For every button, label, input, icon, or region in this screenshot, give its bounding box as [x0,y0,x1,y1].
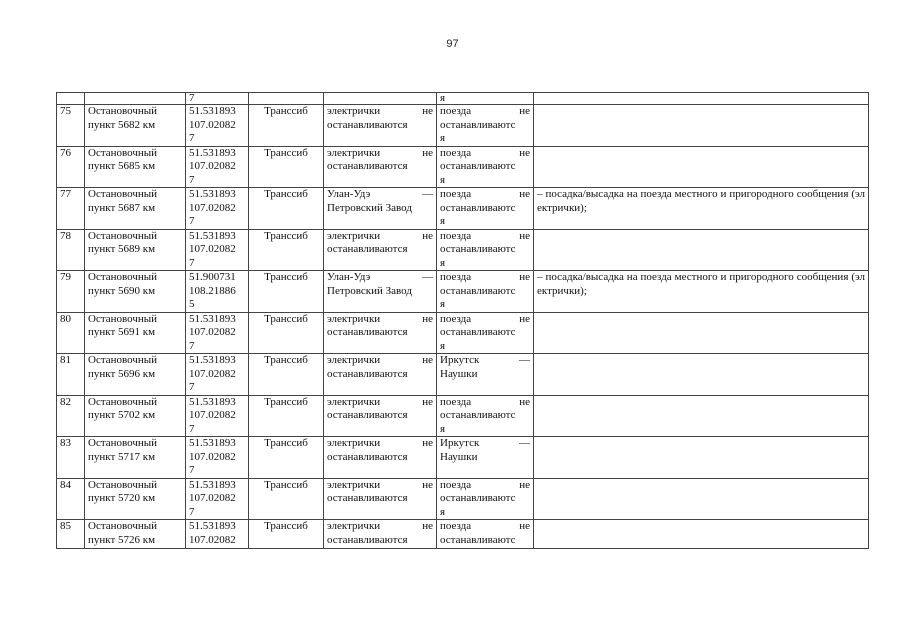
coords-line: 7 [189,505,195,518]
cell-number [57,93,85,105]
trains-line: останавливаютс [440,533,516,546]
cell-name [85,354,186,396]
cell-note [534,229,869,271]
name-line: пункт 5702 км [88,409,156,421]
coords-line: 107.02082 [189,243,236,255]
cell-note [534,93,869,105]
table-row [57,437,869,479]
cell-trains [437,146,534,188]
cell-note [534,520,869,549]
cell-note: – посадка/высадка на поезда местного и пригородного сообщения (электрички); [534,271,869,313]
cell-note [534,354,869,396]
trains-line: я [440,505,446,518]
cell-trains [437,105,534,147]
table-row [57,312,869,354]
name-line: пункт 5689 км [88,243,156,255]
coords-line: 107.02082 [189,367,236,380]
cell-coordinates [186,93,249,105]
suburban-line: останавливаются [327,118,408,131]
cell-suburban [324,271,437,313]
trains-line: я [440,256,446,269]
coords-line: 51.531893 [189,354,236,366]
suburban-line: электрички не [327,105,433,117]
coords-line: 51.531893 [189,146,236,159]
cell-coordinates [186,395,249,437]
table-row [57,271,869,313]
suburban-line: электрички не [327,478,433,491]
cell-note [534,312,869,354]
suburban-line: останавливаются [327,450,408,463]
suburban-line: Улан-Удэ — [327,271,433,283]
table-row [57,188,869,230]
coords-line: 51.531893 [189,520,236,532]
cell-name [85,93,186,105]
suburban-line: останавливаются [327,326,408,338]
cell-name [85,188,186,230]
trains-line: поезда не [440,520,530,532]
name-line: Остановочный [88,312,158,325]
cell-trains [437,395,534,437]
cell-suburban [324,229,437,271]
trains-line: останавливаютс [440,492,516,504]
cell-suburban [324,395,437,437]
cell-number: 81 [57,354,85,396]
trains-line: я [440,339,446,352]
cell-line: Транссиб [249,229,324,271]
coords-line: 7 [189,339,195,352]
cell-note: – посадка/высадка на поезда местного и пригородного сообщения (электрички); [534,188,869,230]
coords-line: 7 [189,256,195,269]
cell-coordinates [186,478,249,520]
suburban-line: электрички не [327,520,433,532]
cell-note [534,146,869,188]
suburban-line: электрички не [327,312,433,325]
cell-line [249,93,324,105]
name-line: пункт 5682 км [88,118,156,131]
cell-number: 78 [57,229,85,271]
cell-line: Транссиб [249,105,324,147]
coords-line: 51.531893 [189,105,236,117]
table-row [57,105,869,147]
cell-coordinates [186,312,249,354]
name-line: пункт 5726 км [88,533,156,546]
cell-name [85,395,186,437]
coords-line: 51.531893 [189,437,236,449]
coords-line: 107.02082 [189,492,236,504]
coords-line: 51.531893 [189,188,236,200]
cell-suburban [324,478,437,520]
name-line: Остановочный [88,437,158,449]
cell-line: Транссиб [249,271,324,313]
coords-line: 51.531893 [189,229,236,242]
cell-number: 79 [57,271,85,313]
name-line: Остановочный [88,395,158,408]
cell-trains [437,188,534,230]
cell-name [85,271,186,313]
cell-trains [437,437,534,479]
cell-note [534,437,869,479]
trains-line: поезда не [440,271,530,283]
cell-number: 82 [57,395,85,437]
cell-coordinates [186,437,249,479]
cell-coordinates [186,229,249,271]
trains-line: Иркутск — [440,437,530,449]
coords-line: 51.900731 [189,271,236,283]
name-line: пункт 5690 км [88,284,156,297]
coords-line: 107.02082 [189,409,236,421]
cell-number: 76 [57,146,85,188]
cell-trains [437,93,534,105]
table-row [57,478,869,520]
suburban-line: электрички не [327,354,433,366]
trains-line: поезда не [440,105,530,117]
cell-coordinates [186,188,249,230]
name-line: Остановочный [88,520,158,532]
trains-line: останавливаютс [440,284,516,297]
trains-line: останавливаютс [440,326,516,338]
trains-line: останавливаютс [440,409,516,421]
coords-line: 7 [189,381,195,393]
cell-number: 85 [57,520,85,549]
cell-name [85,520,186,549]
coords-line: 107.02082 [189,450,236,463]
trains-line: Наушки [440,450,478,463]
cell-coordinates [186,520,249,549]
cell-number: 83 [57,437,85,479]
trains-line: я [440,298,446,310]
cell-note [534,395,869,437]
cell-name [85,229,186,271]
cell-number: 75 [57,105,85,147]
name-line: Остановочный [88,271,158,283]
cell-suburban [324,354,437,396]
trains-line: поезда не [440,229,530,242]
coords-line: 7 [189,464,195,476]
name-line: Остановочный [88,188,158,200]
trains-line: останавливаютс [440,160,516,172]
name-line: Остановочный [88,354,158,366]
coords-line: 7 [189,215,195,227]
table-row [57,520,869,549]
trains-line: я [440,215,446,227]
coords-line: 107.02082 [189,201,236,214]
suburban-line: останавливаются [327,409,408,421]
table-row [57,354,869,396]
cell-line: Транссиб [249,312,324,354]
suburban-line: электрички не [327,146,433,159]
trains-line: Иркутск — [440,354,530,366]
name-line: Остановочный [88,478,158,491]
cell-suburban [324,105,437,147]
cell-line: Транссиб [249,520,324,549]
cell-number: 84 [57,478,85,520]
coords-line: 7 [189,173,195,186]
suburban-line: Улан-Удэ — [327,188,433,200]
trains-line: поезда не [440,478,530,491]
cell-line: Транссиб [249,146,324,188]
cell-trains [437,478,534,520]
name-line: Остановочный [88,146,158,159]
name-line: пункт 5685 км [88,160,156,172]
coords-line: 107.02082 [189,160,236,172]
coords-line: 51.531893 [189,478,236,491]
name-line: пункт 5717 км [88,450,156,463]
cell-suburban [324,146,437,188]
cell-name [85,146,186,188]
coords-line: 107.02082 [189,533,236,546]
cell-number: 77 [57,188,85,230]
coords-line: 51.531893 [189,312,236,325]
cell-line: Транссиб [249,437,324,479]
cell-name [85,478,186,520]
suburban-line: Петровский Завод [327,201,412,214]
suburban-line: останавливаются [327,367,408,380]
trains-tail: я [440,92,446,104]
trains-line: поезда не [440,146,530,159]
coords-line: 107.02082 [189,118,236,131]
trains-line: поезда не [440,312,530,325]
cell-line: Транссиб [249,395,324,437]
cell-coordinates [186,105,249,147]
coords-line: 7 [189,422,195,435]
coord-tail: 7 [189,92,195,104]
coords-line: 51.531893 [189,395,236,408]
trains-line: поезда не [440,395,530,408]
suburban-line: электрички не [327,229,433,242]
suburban-line: останавливаются [327,492,408,504]
suburban-line: останавливаются [327,533,408,546]
suburban-line: Петровский Завод [327,284,412,297]
cell-number: 80 [57,312,85,354]
name-line: пункт 5687 км [88,201,156,214]
trains-line: я [440,132,446,144]
cell-name [85,312,186,354]
cell-suburban [324,188,437,230]
trains-line: Наушки [440,367,478,380]
suburban-line: электрички не [327,395,433,408]
table-row [57,395,869,437]
cell-suburban [324,520,437,549]
trains-line: поезда не [440,188,530,200]
cell-trains [437,354,534,396]
suburban-line: останавливаются [327,243,408,255]
cell-note [534,105,869,147]
name-line: Остановочный [88,229,158,242]
name-line: пункт 5691 км [88,326,156,338]
trains-line: останавливаютс [440,201,516,214]
cell-line: Транссиб [249,354,324,396]
coords-line: 108.21886 [189,284,236,297]
page-number: 97 [446,38,459,50]
table-row-continued [57,93,869,105]
name-line: Остановочный [88,105,158,117]
stops-table [56,92,869,549]
trains-line: я [440,422,446,435]
cell-trains [437,229,534,271]
cell-suburban [324,93,437,105]
cell-coordinates [186,271,249,313]
name-line: пункт 5696 км [88,367,156,380]
trains-line: я [440,173,446,186]
trains-line: останавливаютс [440,243,516,255]
cell-trains [437,312,534,354]
cell-suburban [324,437,437,479]
cell-name [85,437,186,479]
cell-trains [437,271,534,313]
cell-line: Транссиб [249,478,324,520]
suburban-line: электрички не [327,437,433,449]
suburban-line: останавливаются [327,160,408,172]
name-line: пункт 5720 км [88,492,156,504]
table-body [57,93,869,549]
cell-suburban [324,312,437,354]
coords-line: 5 [189,298,195,310]
cell-name [85,105,186,147]
cell-trains [437,520,534,549]
coords-line: 107.02082 [189,326,236,338]
cell-coordinates [186,354,249,396]
cell-note [534,478,869,520]
table-row [57,229,869,271]
trains-line: останавливаютс [440,118,516,131]
cell-coordinates [186,146,249,188]
coords-line: 7 [189,132,195,144]
cell-line: Транссиб [249,188,324,230]
table-row [57,146,869,188]
